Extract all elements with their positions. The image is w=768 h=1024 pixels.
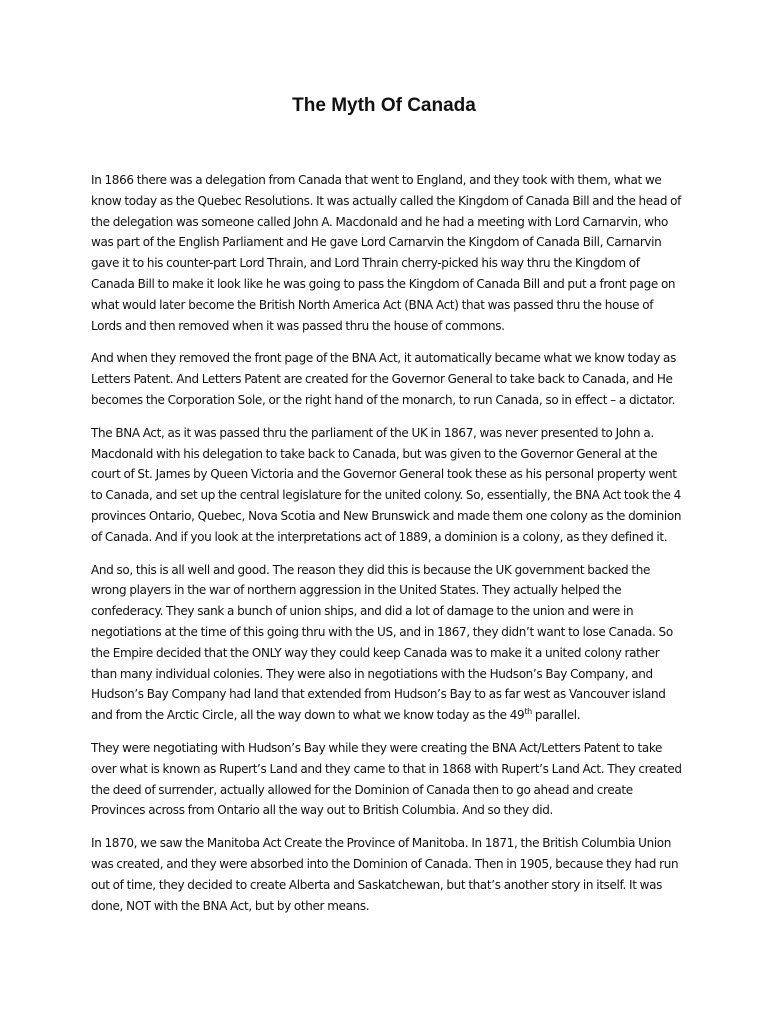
paragraph-4-text: And so, this is all well and good. The reason they did this is because the UK government backed the wrong players in the war of northern aggression in the United States. They actually helped the confederacy. They sank a bunch of union ships, and did a lot of damage to the union and were in negotiations at the time of this going thru with the US, and in 1867, they didn’t want to lose Canada. So the Empire decided that the ONLY way they could keep Canada was to make it a united colony rather than many individual colonies. They were also in negotiations with the Hudson’s Bay Company, and Hudson’s Bay Company had land that extended from Hudson’s Bay to as far west as Vancouver island and from the Arctic Circle, all the way down to what we know today as the 49 [91,562,673,723]
paragraph-5: They were negotiating with Hudson’s Bay while they were creating the BNA Act/Letters Patent to take over what is known as Rupert’s Land and they came to that in 1868 with Rupert’s Land Act. They created the deed of surrender, actually allowed for the Dominion of Canada then to go ahead and create Provinces across from Ontario all the way out to British Columbia. And so they did. [91,740,682,818]
paragraph-4 [91,560,682,726]
paragraph-4-ending: parallel. [531,708,581,723]
paragraph-1: In 1866 there was a delegation from Canada that went to England, and they took with them, what we know today as the Quebec Resolutions. It was actually called the Kingdom of Canada Bill and the head of the delegation was someone called John A. Macdonald and he had a meeting with Lord Carnarvin, who was part of the English Parliament and He gave Lord Carnarvin the Kingdom of Canada Bill, Carnarvin gave it to his counter-part Lord Thrain, and Lord Thrain cherry-picked his way thru the Kingdom of Canada Bill to make it look like he was going to pass the Kingdom of Canada Bill and put a front page on what would later become the British North America Act (BNA Act) that was passed thru the house of Lords and then removed when it was passed thru the house of commons. [91,173,682,333]
paragraph-2: And when they removed the front page of the BNA Act, it automatically became what we know today as Letters Patent. And Letters Patent are created for the Governor General to take back to Canada, and He becomes the Corporation Sole, or the right hand of the monarch, to run Canada, so in effect – a dictator. [91,351,676,407]
document-body [91,170,682,928]
page-title: The Myth Of Canada [292,95,476,116]
paragraph-4-superscript: th [524,707,532,717]
paragraph-3: The BNA Act, as it was passed thru the parliament of the UK in 1867, was never presented to John a. Macdonald with his delegation to take back to Canada, but was given to the Governor General at the court of St. James by Queen Victoria and the Governor General took these as his personal property went to Canada, and set up the central legislature for the united colony. So, essentially, the BNA Act took the 4 provinces Ontario, Quebec, Nova Scotia and New Brunswick and made them one colony as the dominion of Canada. And if you look at the interpretations act of 1889, a dominion is a colony, as they defined it. [91,425,682,544]
paragraph-6: In 1870, we saw the Manitoba Act Create the Province of Manitoba. In 1871, the British Columbia Union was created, and they were absorbed into the Dominion of Canada. Then in 1905, because they had run out of time, they decided to create Alberta and Saskatchewan, but that’s another story in itself. It was done, NOT with the BNA Act, but by other means. [91,836,679,913]
